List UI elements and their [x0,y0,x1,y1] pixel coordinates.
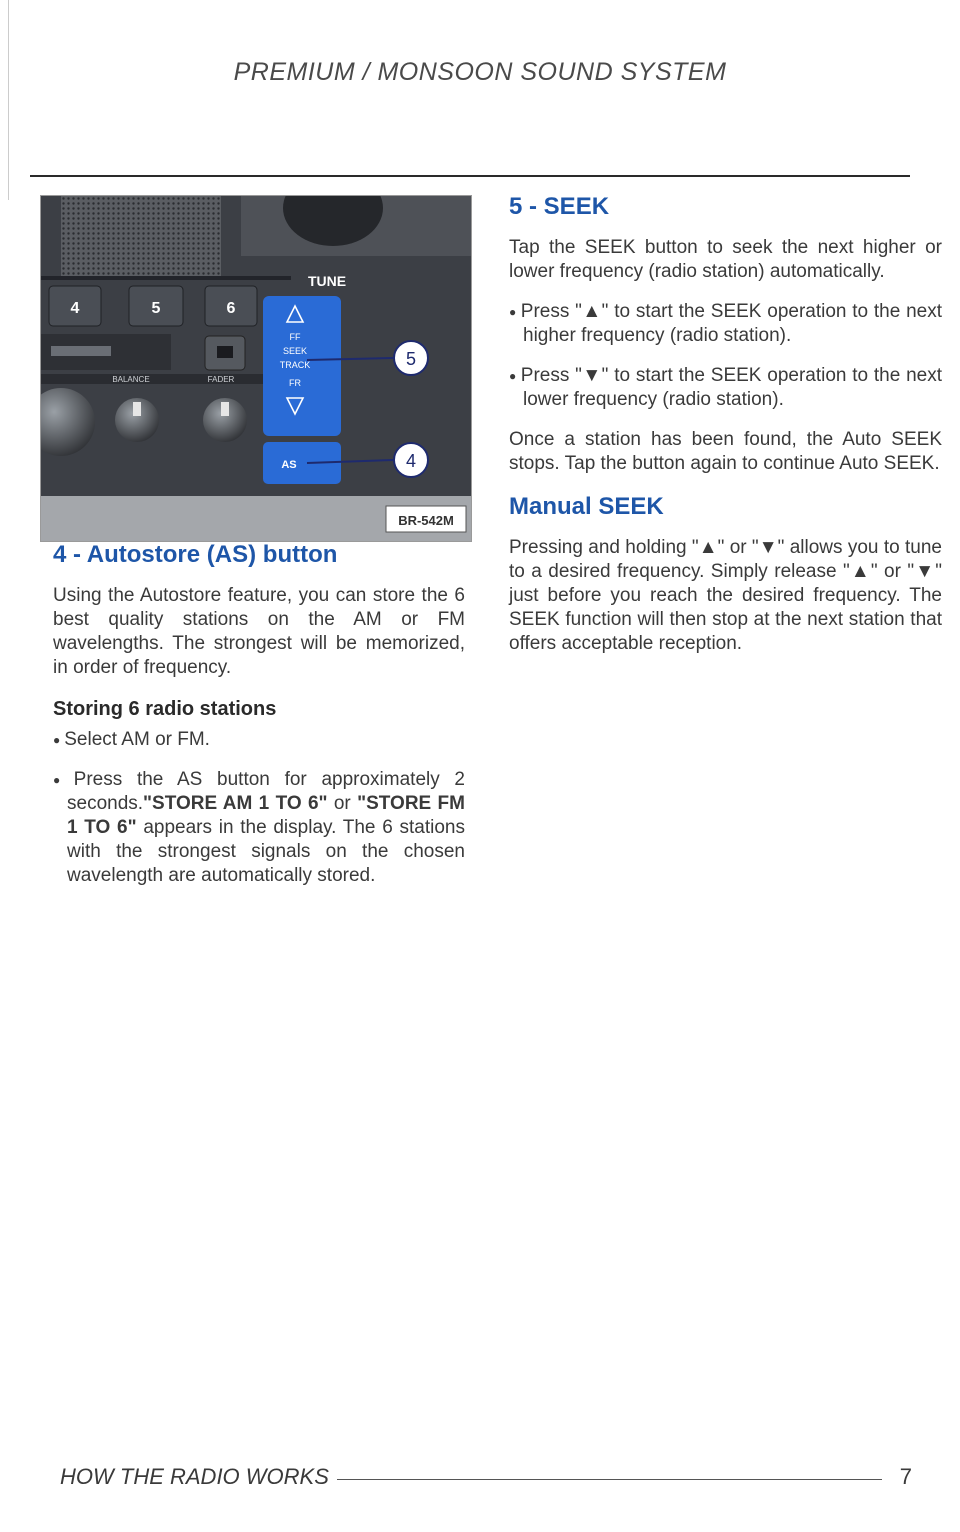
seek-heading: 5 - SEEK [509,193,610,220]
storing-bullet-2-post: appears in the display. The 6 stations with the strongest signals on the chosen wavelength are automatically stored. [67,817,465,887]
header-rule [30,175,910,177]
radio-photo [40,195,472,542]
margin-mark [8,0,9,200]
bullet-dot-icon: ● [509,305,517,319]
radio-photo-illustration [41,196,472,542]
preset-button-4 [49,286,101,326]
left-column [53,540,465,904]
figure-code: BR-542M [398,513,454,528]
callout-4-number: 4 [405,451,417,471]
storing-bullet-2-pre: Press the AS button for approximately 2 seconds. [67,769,465,815]
manual-seek-heading: Manual SEEK [509,493,664,521]
right-column [509,192,942,672]
seek-bullet-2-text: Press "▼" to start the SEEK operation to the next lower frequency (radio station). [520,365,943,411]
fr-label: FR [289,378,301,388]
storing-bullet-1 [53,728,465,752]
track-label: TRACK [279,360,311,370]
seek-bullet-1 [509,300,942,348]
seek-bullet-2 [509,364,942,412]
callout-5-number: 5 [405,349,417,369]
seek-paragraph: Once a station has been found, the Auto SEEK stops. Tap the button again to continue Auto SEEK. [509,429,942,475]
page-header-title: PREMIUM / MONSOON SOUND SYSTEM [233,58,727,86]
autostore-heading: 4 - Autostore (AS) button [53,541,338,568]
preset-label-5: 5 [151,300,161,317]
storing-heading: Storing 6 radio stations [53,698,277,720]
bullet-dot-icon: ● [53,733,61,747]
seek-intro: Tap the SEEK button to seek the next higher or lower frequency (radio station) automatically. [509,237,942,282]
store-fm-text: "STORE FM 1 TO 6" [67,793,465,839]
fader-label: FADER [207,375,235,384]
store-am-text: "STORE AM 1 TO 6" [143,793,328,815]
page-number: 7 [892,1464,912,1490]
seek-label: SEEK [282,346,308,356]
preset-button-5 [129,286,183,326]
manual-seek-text: Pressing and holding "▲" or "▼" allows you to tune to a desired frequency. Simply release "▲" or "▼" just before you reach the desired frequency. The SEEK function will then stop at the next station that offers acceptable reception. [509,537,942,655]
tune-label: TUNE [307,273,347,289]
storing-bullet-2 [53,768,465,888]
page-footer [60,1464,912,1494]
bullet-dot-icon: ● [53,773,70,788]
autostore-intro: Using the Autostore feature, you can store the 6 best quality stations on the AM or FM wavelengths. The strongest will be memorized, in order of frequency. [53,585,465,678]
preset-label-4: 4 [70,300,80,317]
bullet-dot-icon: ● [509,369,517,384]
balance-label: BALANCE [112,375,150,384]
storing-bullet-1-text: Select AM or FM. [64,729,210,751]
storing-bullet-2-mid: or [327,793,358,815]
preset-label-6: 6 [226,300,236,317]
ff-label: FF [289,332,301,342]
preset-button-6 [205,286,257,326]
seek-bullet-1-text: Press "▲" to start the SEEK operation to the next higher frequency (radio station). [520,301,943,347]
as-label: AS [281,459,297,471]
footer-section-title: HOW THE RADIO WORKS [60,1464,337,1490]
